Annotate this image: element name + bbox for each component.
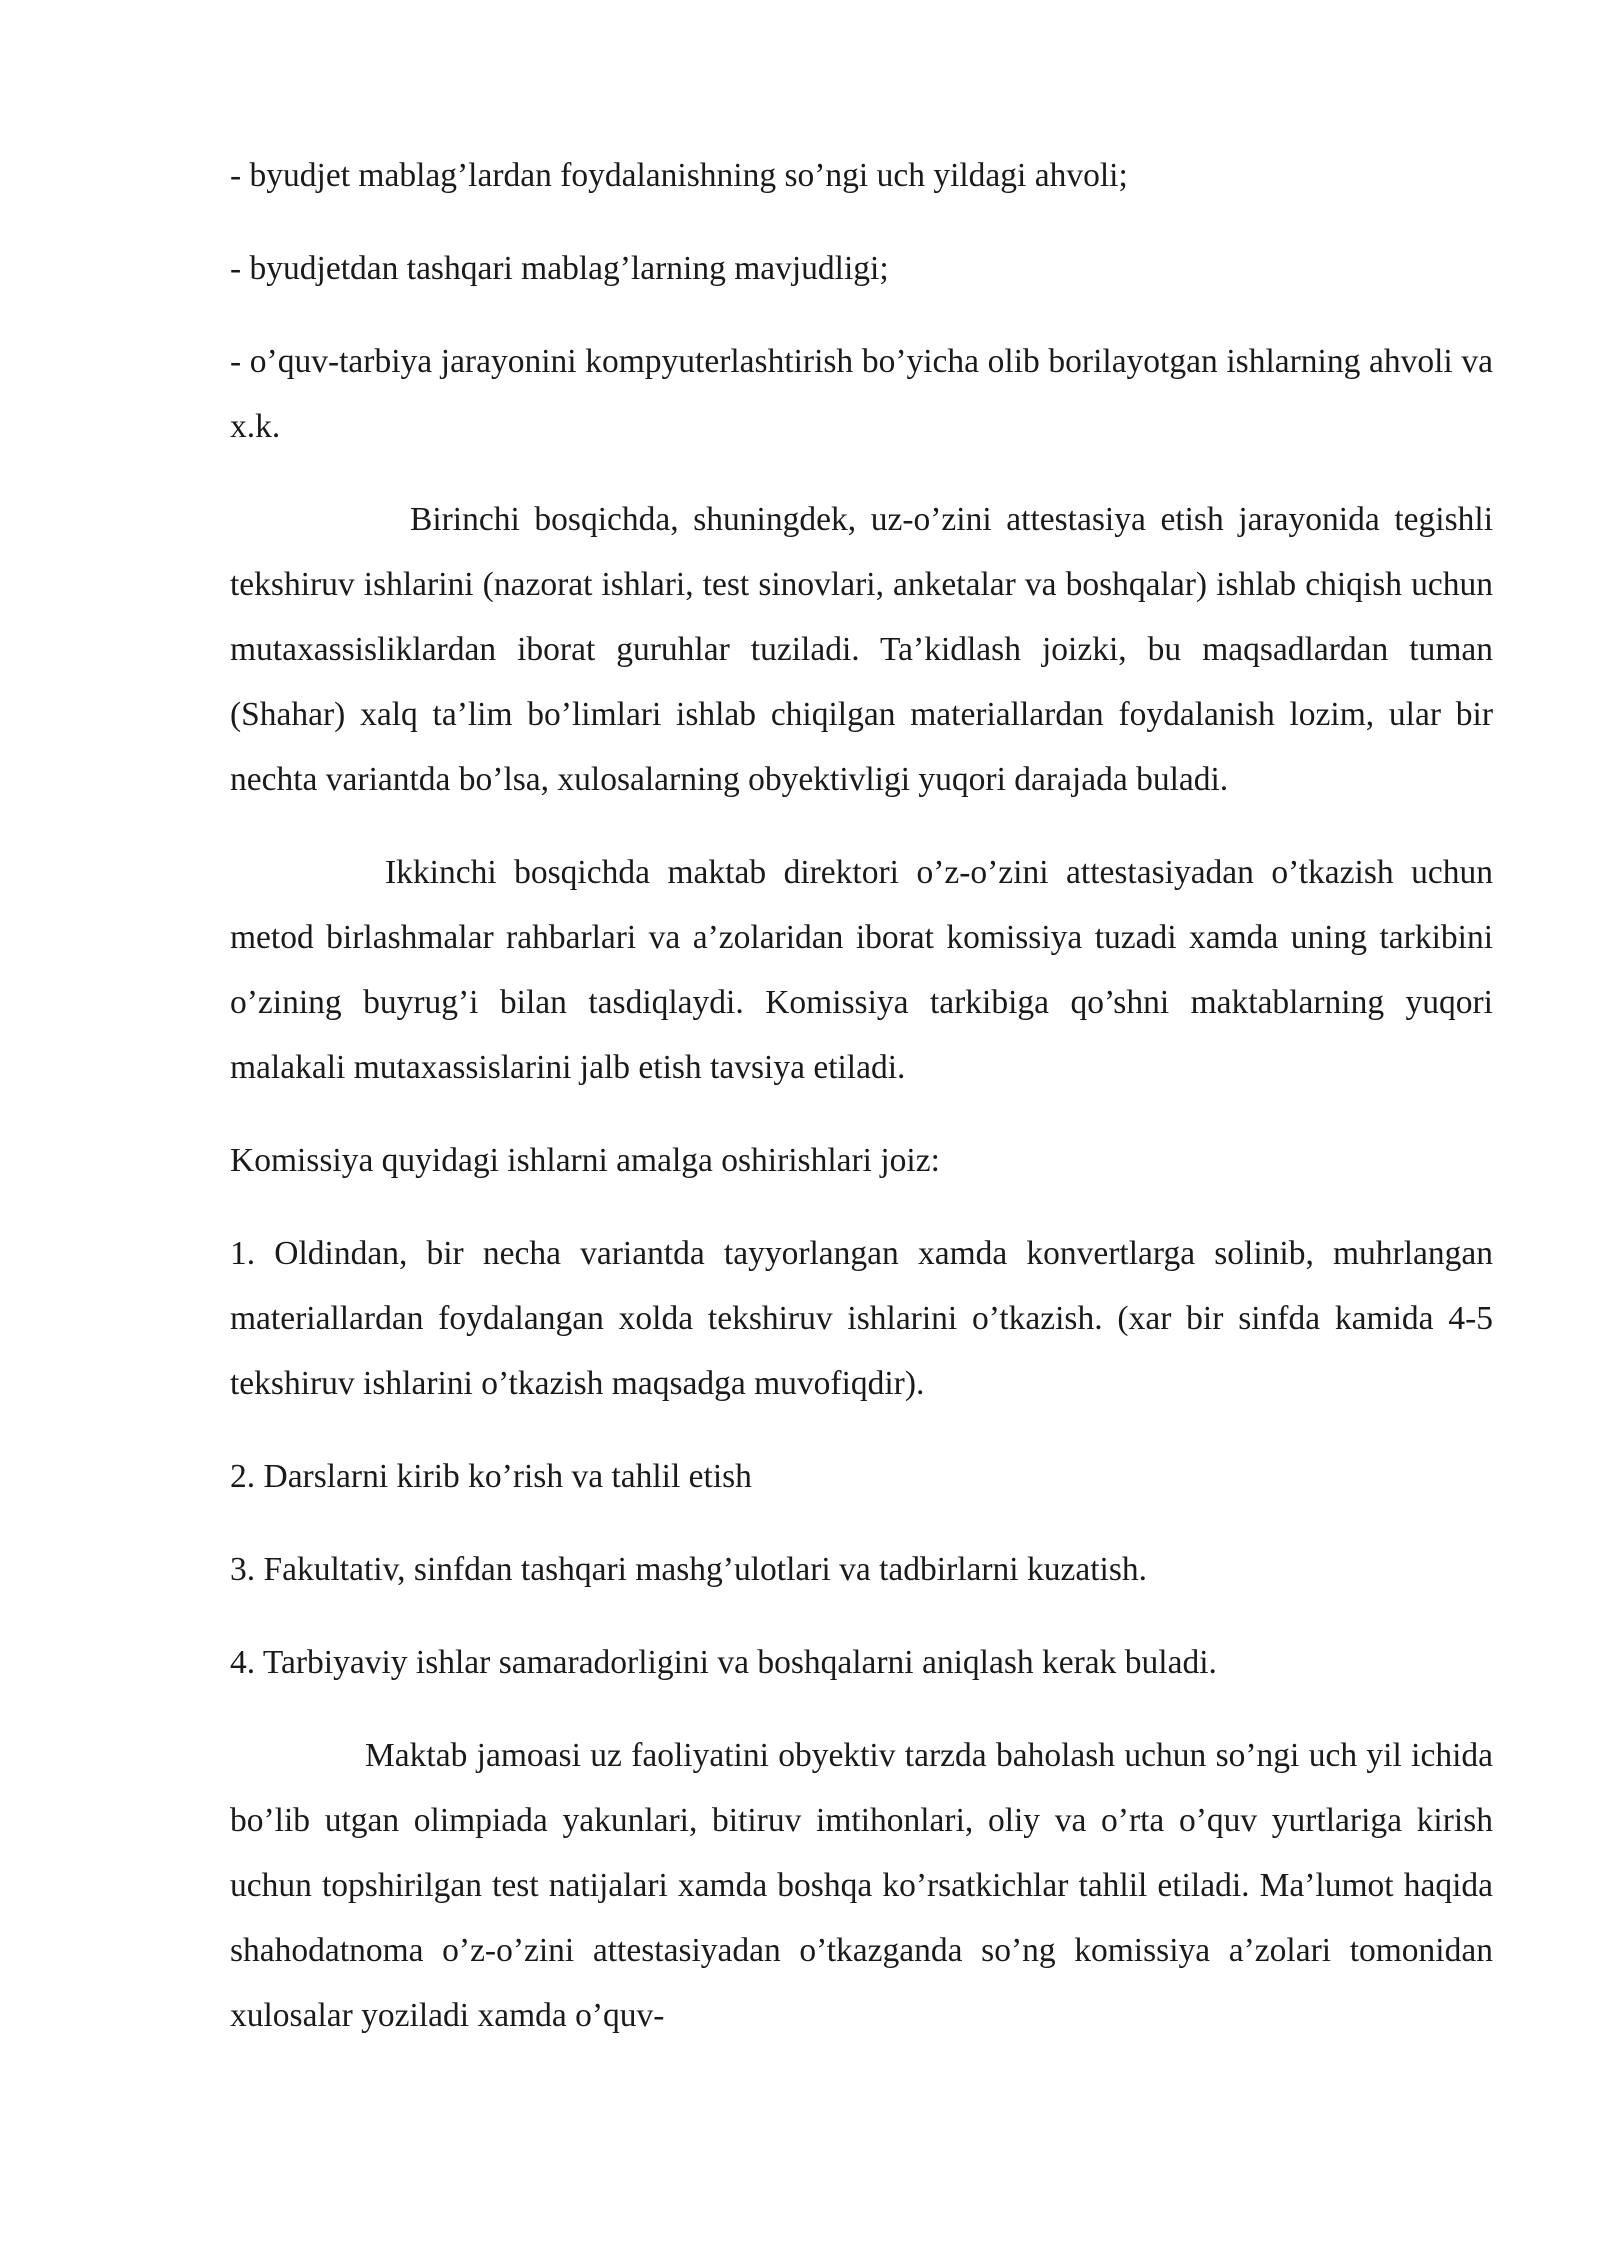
list-item-2: 2. Darslarni kirib ko’rish va tahlil etish <box>230 1458 752 1495</box>
paragraph-first-stage: Birinchi bosqichda, shuningdek, uz-o’zini attestasiya etish jarayonida tegishli tekshiruv ishlarini (nazorat ishlari, test sinovlari, anketalar va boshqalar) ishlab chiqish uchun mutaxassisliklardan iborat guruhlar tuziladi. Ta’kidlash joizki, bu maqsadlardan tuman (Shahar) xalq ta’lim bo’limlari ishlab chiqilgan materiallardan foydalanish lozim, ular bir nechta variantda bo’lsa, xulosalarning obyektivligi yuqori darajada buladi. <box>230 501 1493 798</box>
paragraph-commission-tasks-intro: Komissiya quyidagi ishlarni amalga oshirishlari joiz: <box>230 1142 940 1179</box>
paragraph-second-stage: Ikkinchi bosqichda maktab direktori o’z-o’zini attestasiyadan o’tkazish uchun metod birlashmalar rahbarlari va a’zolaridan iborat komissiya tuzadi xamda uning tarkibini o’zining buyrug’i bilan tasdiqlaydi. Komissiya tarkibiga qo’shni maktablarning yuqori malakali mutaxassislarini jalb etish tavsiya etiladi. <box>230 854 1493 1086</box>
list-item-4: 4. Tarbiyaviy ishlar samaradorligini va boshqalarni aniqlash kerak buladi. <box>230 1644 1217 1681</box>
paragraph-school-assessment: Maktab jamoasi uz faoliyatini obyektiv tarzda baholash uchun so’ngi uch yil ichida bo’lib utgan olimpiada yakunlari, bitiruv imtihonlari, oliy va o’rta o’quv yurtlariga kirish uchun topshirilgan test natijalari xamda boshqa ko’rsatkichlar tahlil etiladi. Ma’lumot haqida shahodatnoma o’z-o’zini attestasiyadan o’tkazganda so’ng komissiya a’zolari tomonidan xulosalar yoziladi xamda o’quv- <box>230 1737 1493 2034</box>
bullet-computerization: - o’quv-tarbiya jarayonini kompyuterlashtirish bo’yicha olib borilayotgan ishlarning ahvoli va x.k. <box>230 343 1493 445</box>
bullet-extra-budget-funds: - byudjetdan tashqari mablag’larning mavjudligi; <box>230 250 889 287</box>
bullet-budget-funds: - byudjet mablag’lardan foydalanishning so’ngi uch yildagi ahvoli; <box>230 157 1128 194</box>
document-page <box>230 143 1493 2076</box>
list-item-3: 3. Fakultativ, sinfdan tashqari mashg’ulotlari va tadbirlarni kuzatish. <box>230 1551 1147 1588</box>
list-item-1: 1. Oldindan, bir necha variantda tayyorlangan xamda konvertlarga solinib, muhrlangan materiallardan foydalangan xolda tekshiruv ishlarini o’tkazish. (xar bir sinfda kamida 4-5 tekshiruv ishlarini o’tkazish maqsadga muvofiqdir). <box>230 1235 1493 1402</box>
